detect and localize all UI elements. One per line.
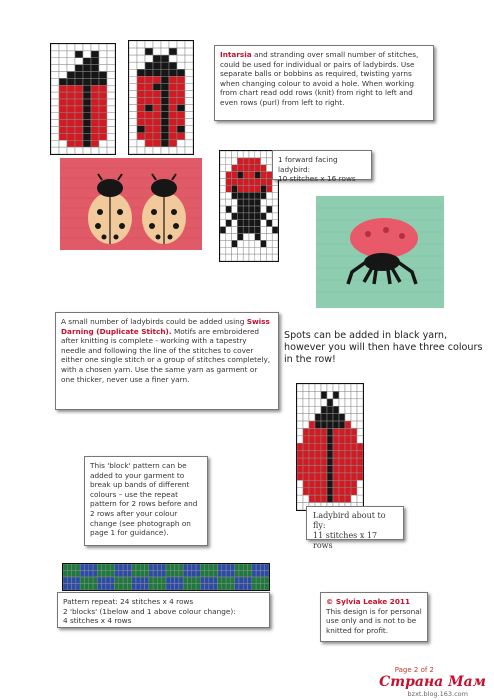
fly-line1: Ladybird about to fly: — [313, 511, 386, 530]
swiss-darning-label: Swiss Darning (Duplicate Stitch). — [61, 317, 270, 336]
flying-info-box — [306, 506, 404, 550]
intarsia-text: and stranding over small number of stitches, could be used for individual or pairs of ladybirds. Use separate balls or bobbins as required, twisting yarns when changing colour to avoid a hole. When working from chart read odd rows (knit) from right to left and even rows (purl) from left to right. — [220, 50, 419, 107]
knitted-pair-photo — [60, 158, 202, 250]
forward-line2: 10 stitches x 16 rows — [278, 174, 356, 184]
repeat-line3: 4 stitches x 4 rows — [63, 616, 132, 626]
forward-line1: 1 forward facing ladybird: — [278, 155, 338, 174]
page-number: Page 2 of 2 — [394, 666, 434, 674]
copyright-label: © Sylvia Leake 2011 — [326, 597, 411, 606]
block-repeat-chart — [62, 563, 270, 591]
repeat-line2: 2 'blocks' (1below and 1 above colour change): — [63, 606, 236, 616]
darning-text-before: A small number of ladybirds could be added using — [61, 317, 247, 326]
swiss-darning-box — [55, 312, 279, 410]
block-pattern-box — [84, 456, 208, 546]
swiss-darning-photo — [316, 196, 444, 308]
spots-note: Spots can be added in black yarn, however you will then have three colours in the row! — [284, 330, 483, 366]
watermark-name: Страна Мам — [379, 674, 486, 690]
intarsia-info-box — [214, 45, 434, 121]
watermark-url: bzxt.blog.163.com — [407, 690, 468, 698]
repeat-line1: Pattern repeat: 24 stitches x 4 rows — [63, 597, 194, 606]
forward-info-box — [272, 150, 372, 184]
copyright-text: This design is for personal use only and is not to be knitted for profit. — [326, 606, 422, 635]
flying-ladybird-chart — [296, 383, 364, 511]
pattern-repeat-box — [57, 592, 270, 628]
copyright-box — [320, 592, 428, 642]
block-pattern-text: This 'block' pattern can be added to your garment to break up bands of different colours – use the repeat pattern for 2 rows before and 2 rows after your colour change (see photograph on page 1 for guidance). — [90, 461, 198, 538]
fly-line2: 11 stitches x 17 rows — [313, 531, 378, 550]
intarsia-label: Intarsia — [220, 50, 252, 59]
ladybird-chart-b — [128, 40, 194, 155]
darning-text-after: Motifs are embroidered after knitting is complete - working with a tapestry needle and following the line of the stitches to cover either one single stitch or a group of stitches completely, with a chosen yarn. Use the same yarn as garment or one thicker, never use a finer yarn. — [61, 326, 271, 384]
forward-ladybird-chart — [219, 150, 279, 262]
ladybird-chart-a — [50, 43, 116, 155]
